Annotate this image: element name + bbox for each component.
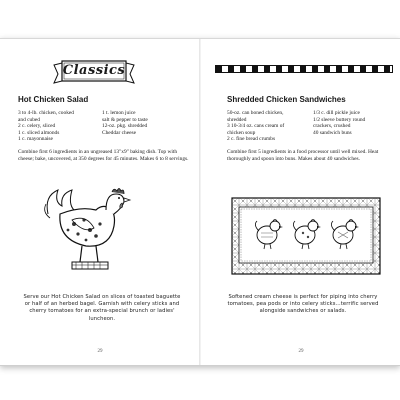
quilt-chickens-illustration bbox=[231, 197, 381, 280]
ingredients-column-2: 1 t. lemon juice salt & pepper to taste 12-oz. pkg. shredded Cheddar cheese bbox=[102, 110, 148, 136]
ingredients-column-1: 3 to 4-lb. chicken, cooked and cubed 2 c. celery, sliced 1 c. sliced almonds 1 c. mayonnaise bbox=[18, 110, 74, 143]
classics-banner bbox=[52, 57, 136, 87]
recipe-directions: Combine first 5 ingredients in a food processor until well mixed. Heat thoroughly and spoon into buns. Makes about 40 sandwiches. bbox=[227, 149, 379, 162]
banner-label: Classics bbox=[62, 63, 126, 78]
recipe-title: Shredded Chicken Sandwiches bbox=[227, 95, 346, 104]
page-number: 29 bbox=[97, 349, 103, 354]
right-page bbox=[201, 39, 400, 365]
serving-tip: Serve our Hot Chicken Salad on slices of toasted baguette or half of an herbed bagel. Garnish with celery sticks and cherry tomatoes for an extra-special brunch or ladies' luncheon. bbox=[23, 294, 181, 322]
left-page bbox=[0, 39, 199, 365]
checker-border-decoration bbox=[215, 65, 393, 73]
rooster-illustration bbox=[40, 184, 140, 279]
recipe-title: Hot Chicken Salad bbox=[18, 95, 89, 104]
page-number: 29 bbox=[298, 349, 304, 354]
serving-tip: Softened cream cheese is perfect for piping into cherry tomatoes, pea pods or into celery sticks...terrific served alongside sandwiches or salads. bbox=[227, 294, 379, 315]
ingredients-column-2: 1/3 c. dill pickle juice 1/2 sleeve buttery round crackers, crushed 40 sandwich buns bbox=[313, 110, 366, 136]
ingredients-column-1: 50-oz. can boned chicken, shredded 3 10-3/4 oz. cans cream of chicken soup 2 c. fine bread crumbs bbox=[227, 110, 285, 143]
recipe-directions: Combine first 6 ingredients in an ungreased 13"x9" baking dish. Top with cheese; bake, uncovered, at 350 degrees for 45 minutes. Makes 6 to 8 servings. bbox=[18, 149, 189, 162]
cookbook-spread bbox=[0, 38, 400, 366]
